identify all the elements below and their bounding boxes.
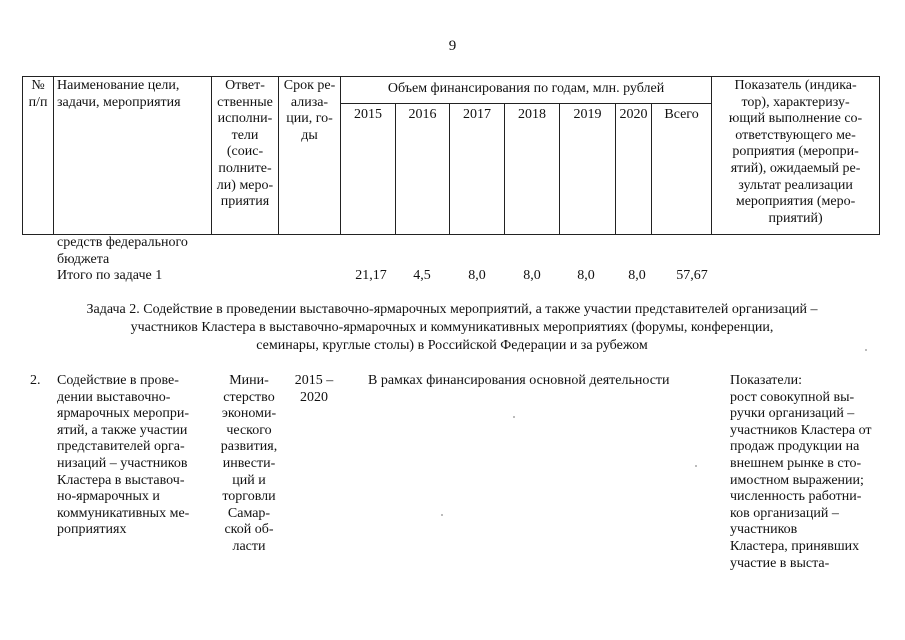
task1-total-2015: 21,17 xyxy=(355,268,387,283)
scan-speck xyxy=(865,349,867,351)
task1-total-2019: 8,0 xyxy=(577,268,595,283)
page-number: 9 xyxy=(448,38,457,54)
row2-executor: Мини- стерство экономи- ческого развития, инвести- ций и торговли Самар- ской об- ласти xyxy=(220,373,278,554)
row2-financing: В рамках финансирования основной деятельности xyxy=(368,373,670,388)
header-year-2018: 2018 xyxy=(505,104,560,235)
task1-total-label: Итого по задаче 1 xyxy=(57,268,163,283)
goal-note-text: средств федерального бюджета xyxy=(57,235,188,267)
task1-total-2020: 8,0 xyxy=(628,268,646,283)
header-year-2016: 2016 xyxy=(396,104,450,235)
header-name: Наименование цели, задачи, мероприятия xyxy=(54,77,212,235)
header-indicator: Показатель (индика- тор), характеризу- ющий выполнение со- ответствующего ме- роприятия (меропри- ятий), ожидаемый ре- зультат реализации мероприятия (меро- приятий) xyxy=(712,77,880,235)
header-year-2020: 2020 xyxy=(616,104,652,235)
task1-total-2017: 8,0 xyxy=(468,268,486,283)
program-table-header xyxy=(22,76,880,235)
header-period: Срок ре- ализа- ции, го- ды xyxy=(279,77,341,235)
header-total: Всего xyxy=(652,104,712,235)
row2-name: Содействие в прове- дении выставочно- ярмарочных меропри- ятий, а также участии представителей орга- низаций – участников Кластера в выставоч- но-ярмарочных и коммуникативных ме- роприятиях xyxy=(57,373,190,538)
task1-total-sum: 57,67 xyxy=(676,268,708,283)
header-year-2019: 2019 xyxy=(560,104,616,235)
row2-number: 2. xyxy=(30,373,41,388)
task1-total-2016: 4,5 xyxy=(413,268,431,283)
scan-speck xyxy=(695,465,697,467)
header-executor: Ответ- ственные исполни- тели (соис- полните- ли) меро- приятия xyxy=(212,77,279,235)
scan-speck xyxy=(441,514,443,516)
header-year-2017: 2017 xyxy=(450,104,505,235)
header-num: № п/п xyxy=(23,77,54,235)
row2-period: 2015 – 2020 xyxy=(294,373,334,405)
task1-total-2018: 8,0 xyxy=(523,268,541,283)
task2-heading: Задача 2. Содействие в проведении выставочно-ярмарочных мероприятий, а также участии представителей организаций – участников Кластера в выставочно-ярмарочных и коммуникативных мероприятиях (форумы, конференции, семинары, круглые столы) в Российской Федерации и за рубежом xyxy=(86,302,818,353)
row2-indicator: Показатели: рост совокупной вы- ручки организаций – участников Кластера от продаж продукции на внешнем рынке в сто- имостном выражении; численность работни- ков организаций – участников Кластера, принявших участие в выста- xyxy=(730,373,872,571)
header-funding: Объем финансирования по годам, млн. рублей xyxy=(341,77,712,104)
scan-speck xyxy=(513,416,515,418)
header-year-2015: 2015 xyxy=(341,104,396,235)
